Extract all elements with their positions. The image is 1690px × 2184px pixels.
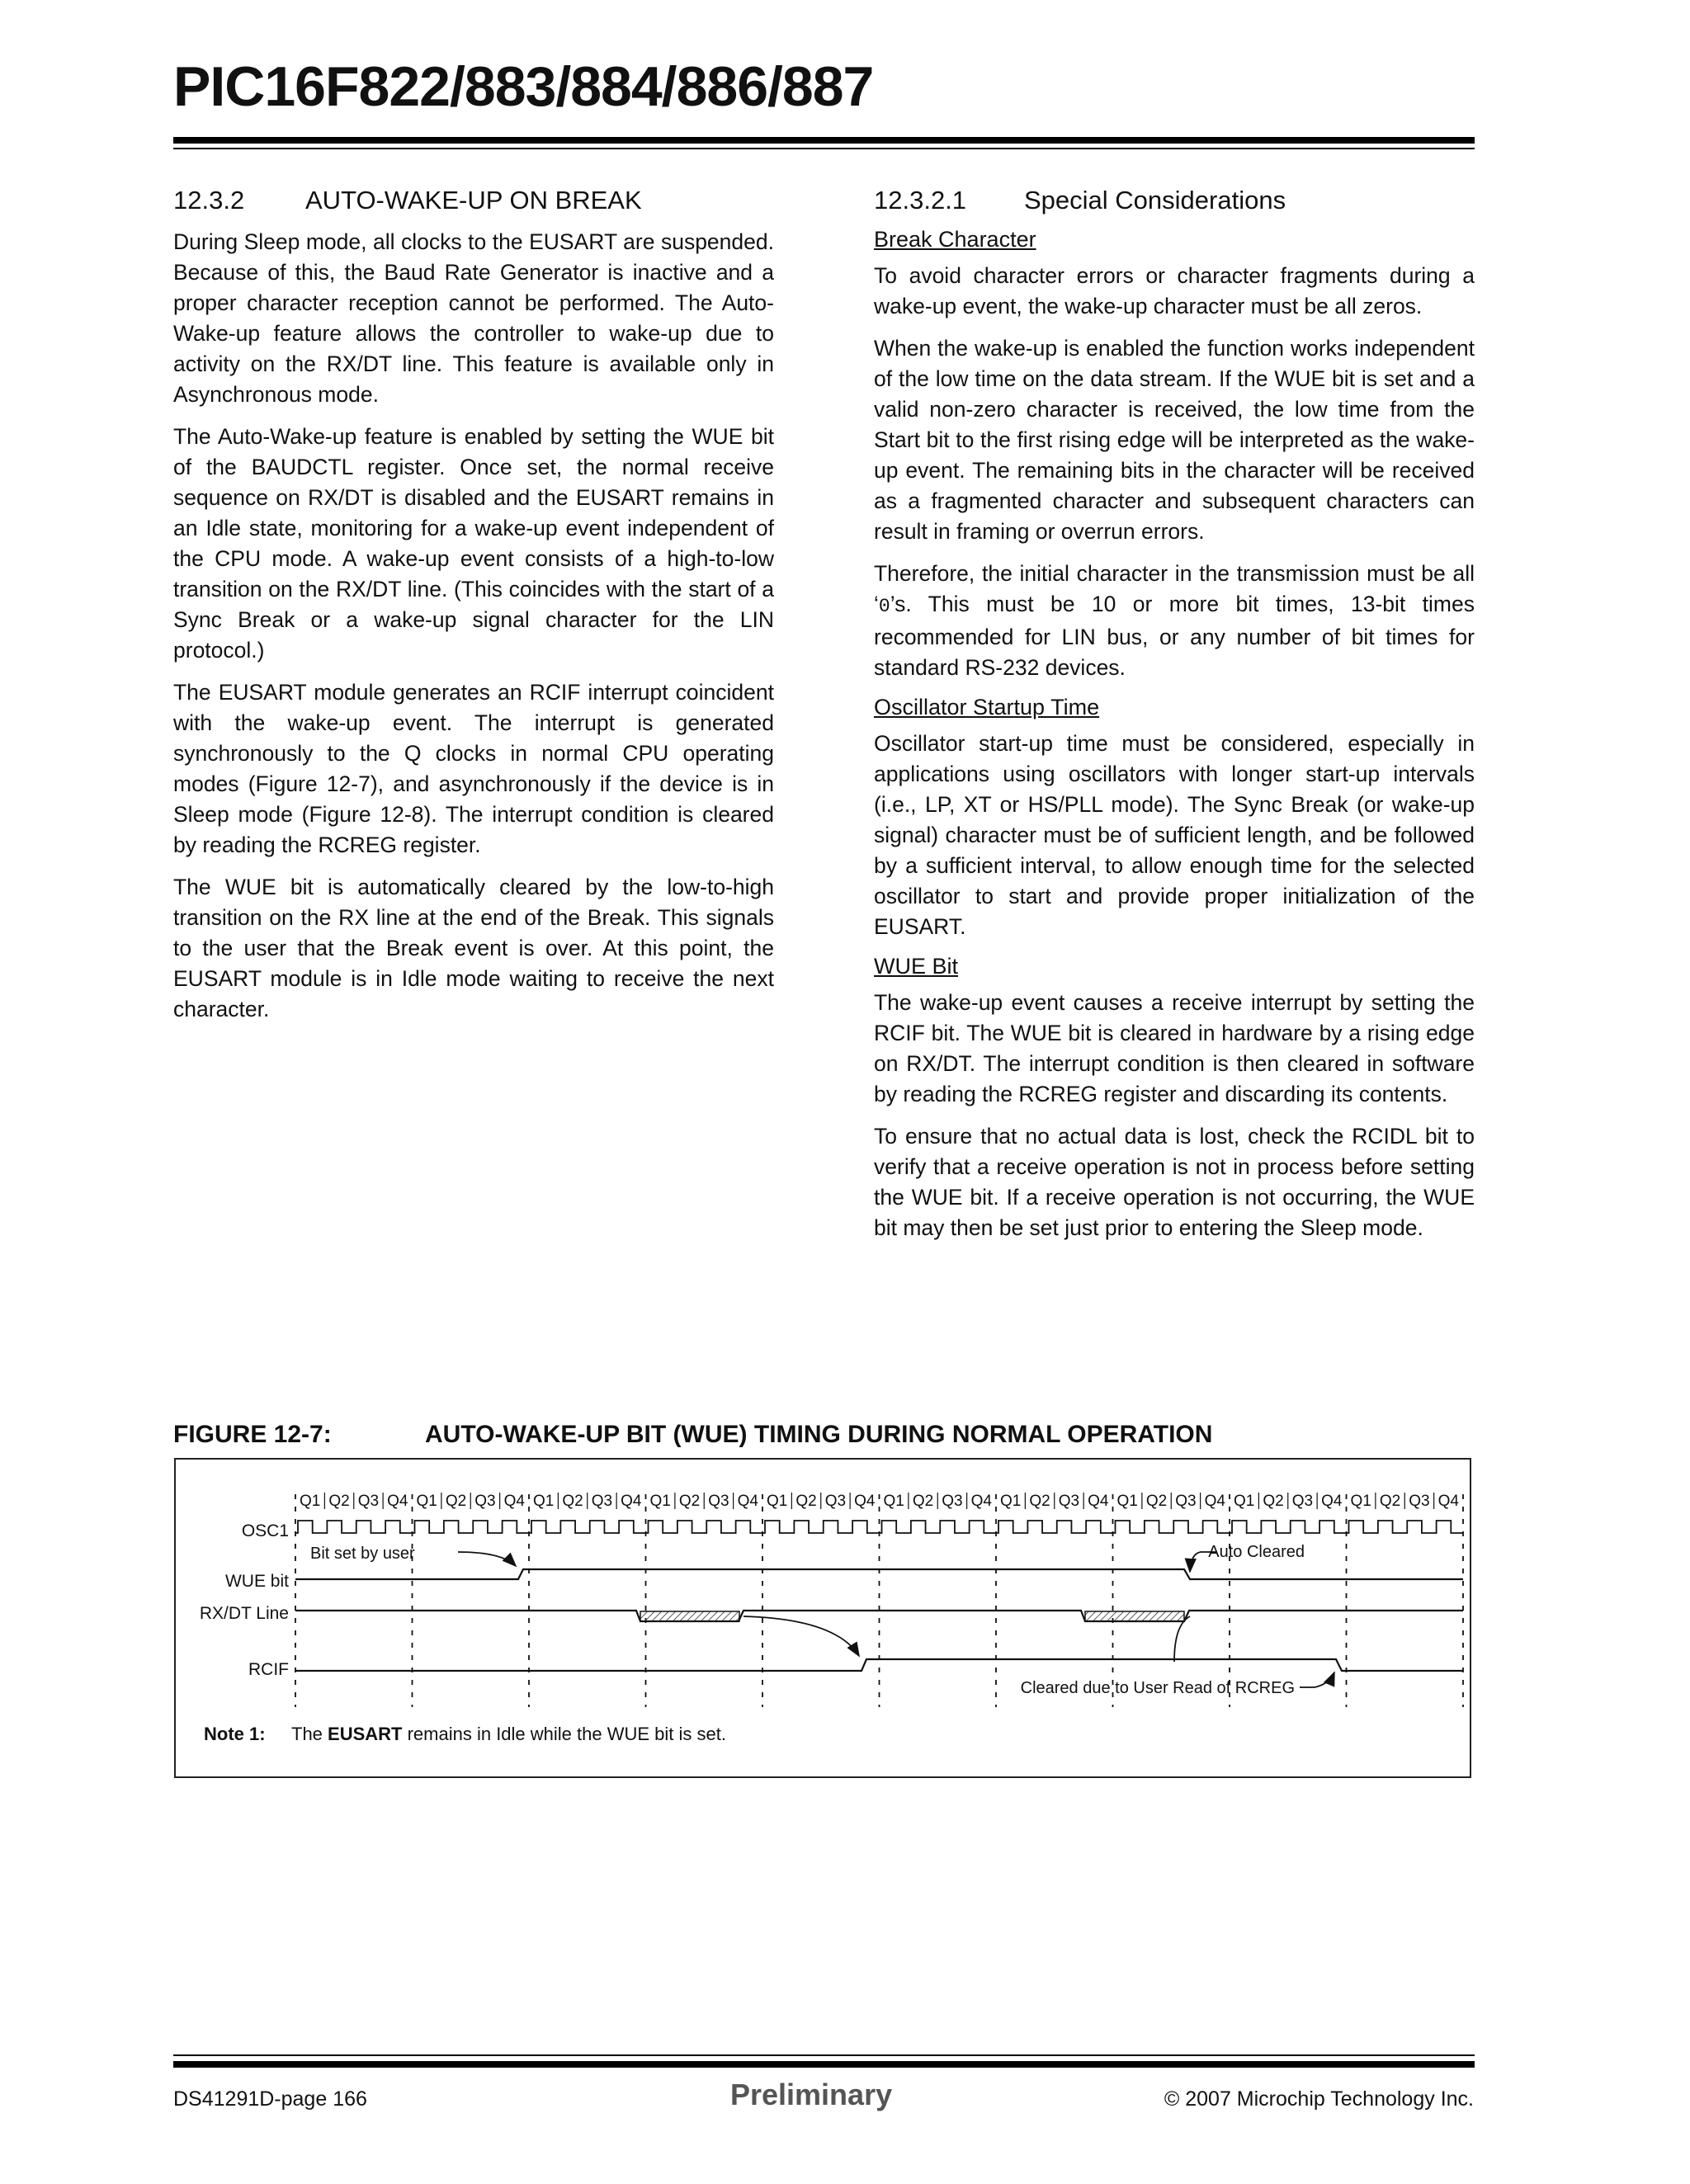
- q-label: Q4: [1321, 1493, 1343, 1510]
- paragraph: During Sleep mode, all clocks to the EUSART are suspended. Because of this, the Baud Rate Generator is inactive and a proper character reception cannot be performed. The Auto-Wake-up feature allows the controller to wake-up due to activity on the RX/DT line. This feature is available only in Asynchronous mode.: [173, 229, 774, 407]
- paragraph-therefore: [874, 559, 1475, 683]
- q-label: Q3: [1175, 1493, 1197, 1510]
- footer-rule-thick: [173, 2061, 1475, 2068]
- paragraph: The EUSART module generates an RCIF interrupt coincident with the wake-up event. The interrupt is generated synchronously to the Q clocks in normal CPU operating modes (Figure 12-7), and asynchronously if the device is in Sleep mode (Figure 12-8). The interrupt condition is cleared by reading the RCREG register.: [173, 680, 774, 857]
- q-label: Q3: [708, 1493, 729, 1510]
- q-label: Q4: [1437, 1493, 1459, 1510]
- page-header-title: PIC16F822/883/884/886/887: [173, 55, 874, 118]
- q-label: Q1: [883, 1493, 904, 1510]
- q-label: Q3: [474, 1493, 496, 1510]
- annotation-cleared-by-read: Cleared due to User Read of RCREG: [1020, 1679, 1295, 1697]
- q-label: Q1: [1000, 1493, 1022, 1510]
- figure-note: [204, 1724, 726, 1745]
- header-rule-thin: [173, 148, 1475, 149]
- section-title: AUTO-WAKE-UP ON BREAK: [305, 186, 642, 215]
- right-column: [874, 186, 1475, 1255]
- q-label: Q4: [503, 1493, 525, 1510]
- q-label: Q1: [1350, 1493, 1371, 1510]
- q-label: Q2: [562, 1493, 583, 1510]
- figure-title: AUTO-WAKE-UP BIT (WUE) TIMING DURING NORMAL OPERATION: [425, 1421, 1213, 1448]
- text-run: ’s. This must be 10 or more bit times, 13-bit times recommended for LIN bus, or any number of bit times for standard RS-232 devices.: [874, 592, 1475, 680]
- note-text: The: [291, 1724, 328, 1744]
- q-label: Q1: [649, 1493, 671, 1510]
- paragraph: Oscillator start-up time must be considered, especially in applications using oscillators with longer start-up intervals (i.e., LP, XT or HS/PLL mode). The Sync Break (or wake-up signal) character must be of sufficient length, and be followed by a sufficient interval, to allow enough time for the selected oscillator to start and provide proper initialization of the EUSART.: [874, 731, 1475, 939]
- arrow-rxdt-to-wue: [1174, 1616, 1190, 1662]
- q-label: Q1: [300, 1493, 321, 1510]
- paragraph: When the wake-up is enabled the function works independent of the low time on the data stream. If the WUE bit is set and a valid non-zero character is received, the low time from the Start bit to the first rising edge will be interpreted as the wake-up event. The remaining bits in the character will be received as a fragmented character and subsequent characters can result in framing or overrun errors.: [874, 336, 1475, 544]
- rxdt-hatched-segment: [1085, 1611, 1184, 1621]
- rxdt-hatched-segment: [640, 1611, 739, 1621]
- q-label: Q3: [824, 1493, 847, 1510]
- signal-label-osc1: OSC1: [241, 1521, 289, 1540]
- figure-caption: [173, 1421, 1475, 1449]
- q-label: Q4: [621, 1493, 642, 1510]
- q-label: Q4: [854, 1493, 876, 1510]
- q-label: Q2: [1379, 1493, 1401, 1510]
- q-label: Q1: [1234, 1493, 1255, 1510]
- q-label: Q1: [533, 1493, 555, 1510]
- code-zero: 0: [878, 596, 890, 617]
- note-text: remains in Idle while the WUE bit is set.: [402, 1724, 726, 1744]
- q-label: Q2: [1145, 1493, 1168, 1510]
- subheading-break-character: Break Character: [874, 227, 1036, 252]
- paragraph: The Auto-Wake-up feature is enabled by setting the WUE bit of the BAUDCTL register. Once set, the normal receive sequence on RX/DT is disabled and the EUSART remains in an Idle state, monitoring for a wake-up event independent of the CPU mode. A wake-up event consists of a high-to-low transition on the RX/DT line. (This coincides with the start of a Sync Break or a wake-up signal character for the LIN protocol.): [173, 424, 774, 663]
- q-label: Q3: [1058, 1493, 1080, 1510]
- q-label: Q3: [357, 1493, 380, 1510]
- footer-copyright: © 2007 Microchip Technology Inc.: [1164, 2087, 1474, 2111]
- paragraph: To avoid character errors or character fragments during a wake-up event, the wake-up character must be all zeros.: [874, 263, 1475, 318]
- q-label: Q2: [912, 1493, 934, 1510]
- subheading-oscillator-startup: Oscillator Startup Time: [874, 695, 1100, 719]
- footer-rule-thin: [173, 2054, 1475, 2056]
- section-number: 12.3.2: [173, 186, 245, 215]
- q-label: Q1: [767, 1493, 788, 1510]
- footer-status: Preliminary: [730, 2078, 893, 2111]
- signal-label-wue: WUE bit: [224, 1572, 289, 1591]
- q-label: Q2: [1263, 1493, 1284, 1510]
- section-number: 12.3.2.1: [874, 186, 967, 215]
- cycle-dividers: [295, 1494, 1463, 1707]
- timing-diagram-box: [174, 1458, 1471, 1778]
- q-label: Q2: [1029, 1493, 1050, 1510]
- q-label: Q2: [678, 1493, 701, 1510]
- arrow-cleared-by-read: [1300, 1672, 1334, 1687]
- text-run: Therefore, the initial character in the transmission must be all ‘: [874, 561, 1475, 616]
- q-label: Q4: [970, 1493, 992, 1510]
- q-label: Q4: [1088, 1493, 1109, 1510]
- note-text-bold: EUSART: [328, 1724, 403, 1744]
- annotation-auto-cleared: Auto Cleared: [1208, 1543, 1305, 1561]
- q-label: Q3: [942, 1493, 963, 1510]
- annotation-set-by-user: Bit set by user: [310, 1545, 415, 1563]
- q-label: Q4: [1204, 1493, 1225, 1510]
- section-heading-auto-wake-up: [173, 186, 774, 215]
- q-label: Q1: [1116, 1493, 1138, 1510]
- q-label: Q4: [737, 1493, 758, 1510]
- subheading-wue-bit: WUE Bit: [874, 954, 959, 979]
- q-label: Q2: [445, 1493, 467, 1510]
- q-label: Q1: [416, 1493, 437, 1510]
- left-column: [173, 186, 774, 1036]
- paragraph: The wake-up event causes a receive interrupt by setting the RCIF bit. The WUE bit is cleared in hardware by a rising edge on RX/DT. The interrupt condition is then cleared in software by reading the RCREG register and discarding its contents.: [874, 990, 1475, 1106]
- q-label: Q3: [1291, 1493, 1314, 1510]
- signal-label-rcif: RCIF: [248, 1660, 289, 1679]
- arrow-rxdt-to-rcif: [744, 1616, 859, 1656]
- header-rule-thick: [173, 137, 1475, 144]
- q-label: Q2: [795, 1493, 817, 1510]
- q-label: Q4: [387, 1493, 408, 1510]
- section-heading-special-considerations: [874, 186, 1475, 215]
- section-title: Special Considerations: [1024, 186, 1286, 215]
- q-label: Q2: [328, 1493, 350, 1510]
- q-label: Q3: [591, 1493, 613, 1510]
- q-label: Q3: [1409, 1493, 1430, 1510]
- note-label: Note 1:: [204, 1724, 266, 1744]
- paragraph: The WUE bit is automatically cleared by the low-to-high transition on the RX line at the end of the Break. This signals to the user that the Break event is over. At this point, the EUSART module is in Idle mode waiting to receive the next character.: [173, 875, 774, 1021]
- footer-doc-page: DS41291D-page 166: [173, 2087, 367, 2111]
- arrow-set-by-user: [458, 1552, 516, 1566]
- paragraph: To ensure that no actual data is lost, check the RCIDL bit to verify that a receive operation is not in process before setting the WUE bit. If a receive operation is not occurring, the WUE bit may then be set just prior to entering the Sleep mode.: [874, 1124, 1475, 1240]
- signal-label-rxdt: RX/DT Line: [199, 1604, 289, 1623]
- figure-number: FIGURE 12-7:: [173, 1421, 332, 1448]
